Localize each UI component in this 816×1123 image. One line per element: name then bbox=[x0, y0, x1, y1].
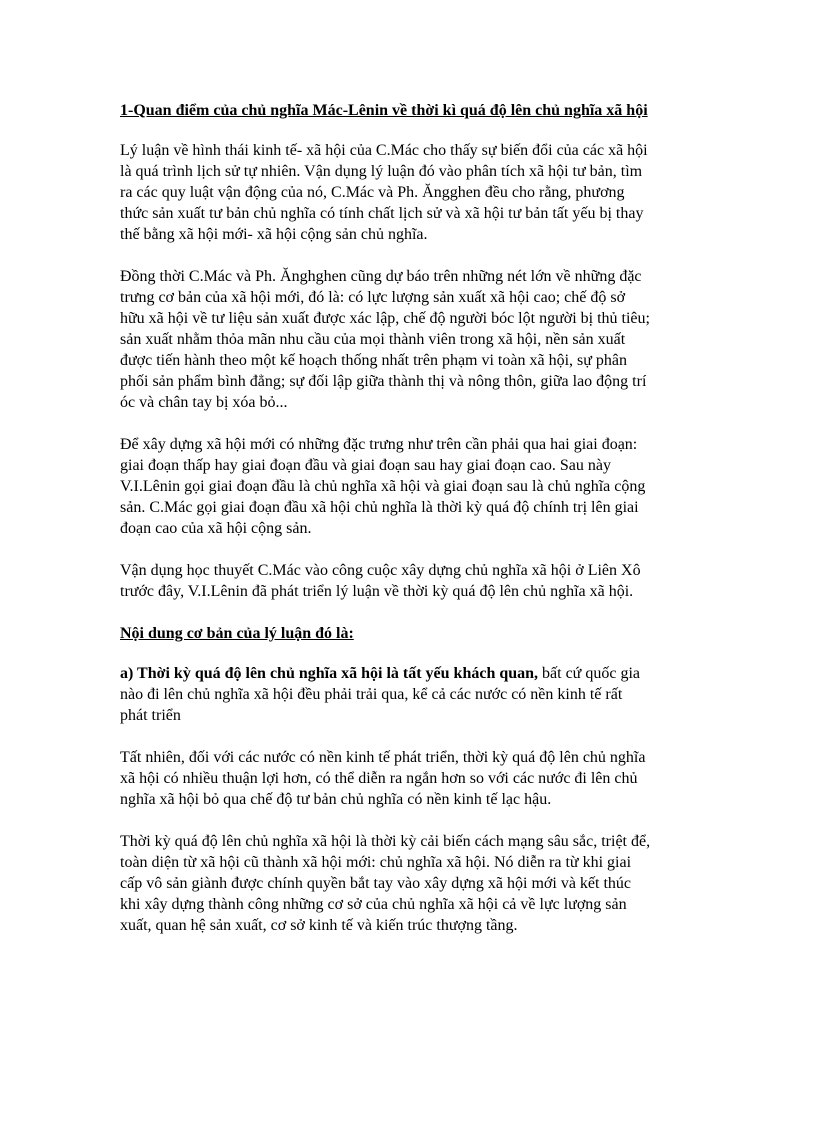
paragraph-line: xuất, quan hệ sản xuất, cơ sở kinh tế và kiến trúc thượng tầng. bbox=[120, 917, 518, 934]
paragraph-line: hữu xã hội về tư liệu sản xuất được xác lập, chế độ người bóc lột người bị thủ tiêu; bbox=[120, 310, 650, 327]
paragraph-2 bbox=[120, 266, 700, 413]
paragraph-line: óc và chân tay bị xóa bỏ... bbox=[120, 394, 288, 411]
paragraph-line: thức sản xuất tư bản chủ nghĩa có tính chất lịch sử và xã hội tư bản tất yếu bị thay bbox=[120, 205, 644, 222]
paragraph-3 bbox=[120, 434, 700, 539]
document-heading: 1-Quan điểm của chủ nghĩa Mác-Lênin về thời kì quá độ lên chủ nghĩa xã hội bbox=[120, 102, 648, 119]
paragraph-line: giai đoạn thấp hay giai đoạn đầu và giai đoạn sau hay giai đoạn cao. Sau này bbox=[120, 457, 611, 474]
point-a-bold-text: a) Thời kỳ quá độ lên chủ nghĩa xã hội là tất yếu khách quan, bbox=[120, 665, 539, 682]
paragraph-line: đoạn cao của xã hội cộng sản. bbox=[120, 520, 312, 537]
paragraph-line: nào đi lên chủ nghĩa xã hội đều phải trải qua, kể cả các nước có nền kinh tế rất bbox=[120, 686, 623, 703]
paragraph-line: sản xuất nhằm thỏa mãn nhu cầu của mọi thành viên trong xã hội, nền sản xuất bbox=[120, 331, 626, 348]
paragraph-line: trưng cơ bản của xã hội mới, đó là: có lực lượng sản xuất xã hội cao; chế độ sở bbox=[120, 289, 626, 306]
paragraph-line: ra các quy luật vận động của nó, C.Mác và Ph. Ăngghen đều cho rằng, phương bbox=[120, 184, 625, 201]
paragraph-line: Đồng thời C.Mác và Ph. Ănghghen cũng dự báo trên những nét lớn về những đặc bbox=[120, 268, 642, 285]
paragraph-5 bbox=[120, 747, 700, 810]
paragraph-line: nghĩa xã hội bỏ qua chế độ tư bản chủ nghĩa có nền kinh tế lạc hậu. bbox=[120, 791, 552, 808]
point-a-rest-text: bất cứ quốc gia bbox=[538, 665, 640, 682]
paragraph-line: thế bằng xã hội mới- xã hội cộng sản chủ nghĩa. bbox=[120, 226, 428, 243]
paragraph-line: V.I.Lênin gọi giai đoạn đầu là chủ nghĩa xã hội và giai đoạn sau là chủ nghĩa cộng bbox=[120, 478, 646, 495]
paragraph-6 bbox=[120, 831, 700, 936]
paragraph-line: Thời kỳ quá độ lên chủ nghĩa xã hội là thời kỳ cải biến cách mạng sâu sắc, triệt để, bbox=[120, 833, 651, 850]
point-a-paragraph bbox=[120, 663, 700, 726]
paragraph-line: Lý luận về hình thái kinh tế- xã hội của C.Mác cho thấy sự biến đổi của các xã hội bbox=[120, 142, 648, 159]
paragraph-line: Tất nhiên, đối với các nước có nền kinh tế phát triển, thời kỳ quá độ lên chủ nghĩa bbox=[120, 749, 646, 766]
paragraph-line: là quá trình lịch sử tự nhiên. Vận dụng lý luận đó vào phân tích xã hội tư bản, tìm bbox=[120, 163, 643, 180]
paragraph-line: cấp vô sản giành được chính quyền bắt tay vào xây dựng xã hội mới và kết thúc bbox=[120, 875, 632, 892]
paragraph-line: xã hội có nhiều thuận lợi hơn, có thể diễn ra ngắn hơn so với các nước đi lên chủ bbox=[120, 770, 638, 787]
paragraph-line: Vận dụng học thuyết C.Mác vào công cuộc xây dựng chủ nghĩa xã hội ở Liên Xô bbox=[120, 562, 641, 579]
paragraph-4 bbox=[120, 560, 700, 602]
paragraph-line bbox=[120, 663, 700, 684]
section-title: Nội dung cơ bản của lý luận đó là: bbox=[120, 625, 354, 642]
paragraph-line: sản. C.Mác gọi giai đoạn đầu xã hội chủ nghĩa là thời kỳ quá độ chính trị lên giai bbox=[120, 499, 639, 516]
paragraph-1 bbox=[120, 140, 700, 245]
paragraph-line: toàn diện từ xã hội cũ thành xã hội mới: chủ nghĩa xã hội. Nó diễn ra từ khi giai bbox=[120, 854, 632, 871]
paragraph-line: phối sản phẩm bình đẳng; sự đối lập giữa thành thị và nông thôn, giữa lao động trí bbox=[120, 373, 647, 390]
paragraph-line: phát triển bbox=[120, 707, 181, 724]
paragraph-line: khi xây dựng thành công những cơ sở của chủ nghĩa xã hội cả về lực lượng sản bbox=[120, 896, 627, 913]
document-page bbox=[120, 100, 700, 957]
paragraph-line: Để xây dựng xã hội mới có những đặc trưng như trên cần phải qua hai giai đoạn: bbox=[120, 436, 638, 453]
paragraph-line: trước đây, V.I.Lênin đã phát triển lý luận về thời kỳ quá độ lên chủ nghĩa xã hội. bbox=[120, 583, 634, 600]
paragraph-line: được tiến hành theo một kế hoạch thống nhất trên phạm vi toàn xã hội, sự phân bbox=[120, 352, 628, 369]
